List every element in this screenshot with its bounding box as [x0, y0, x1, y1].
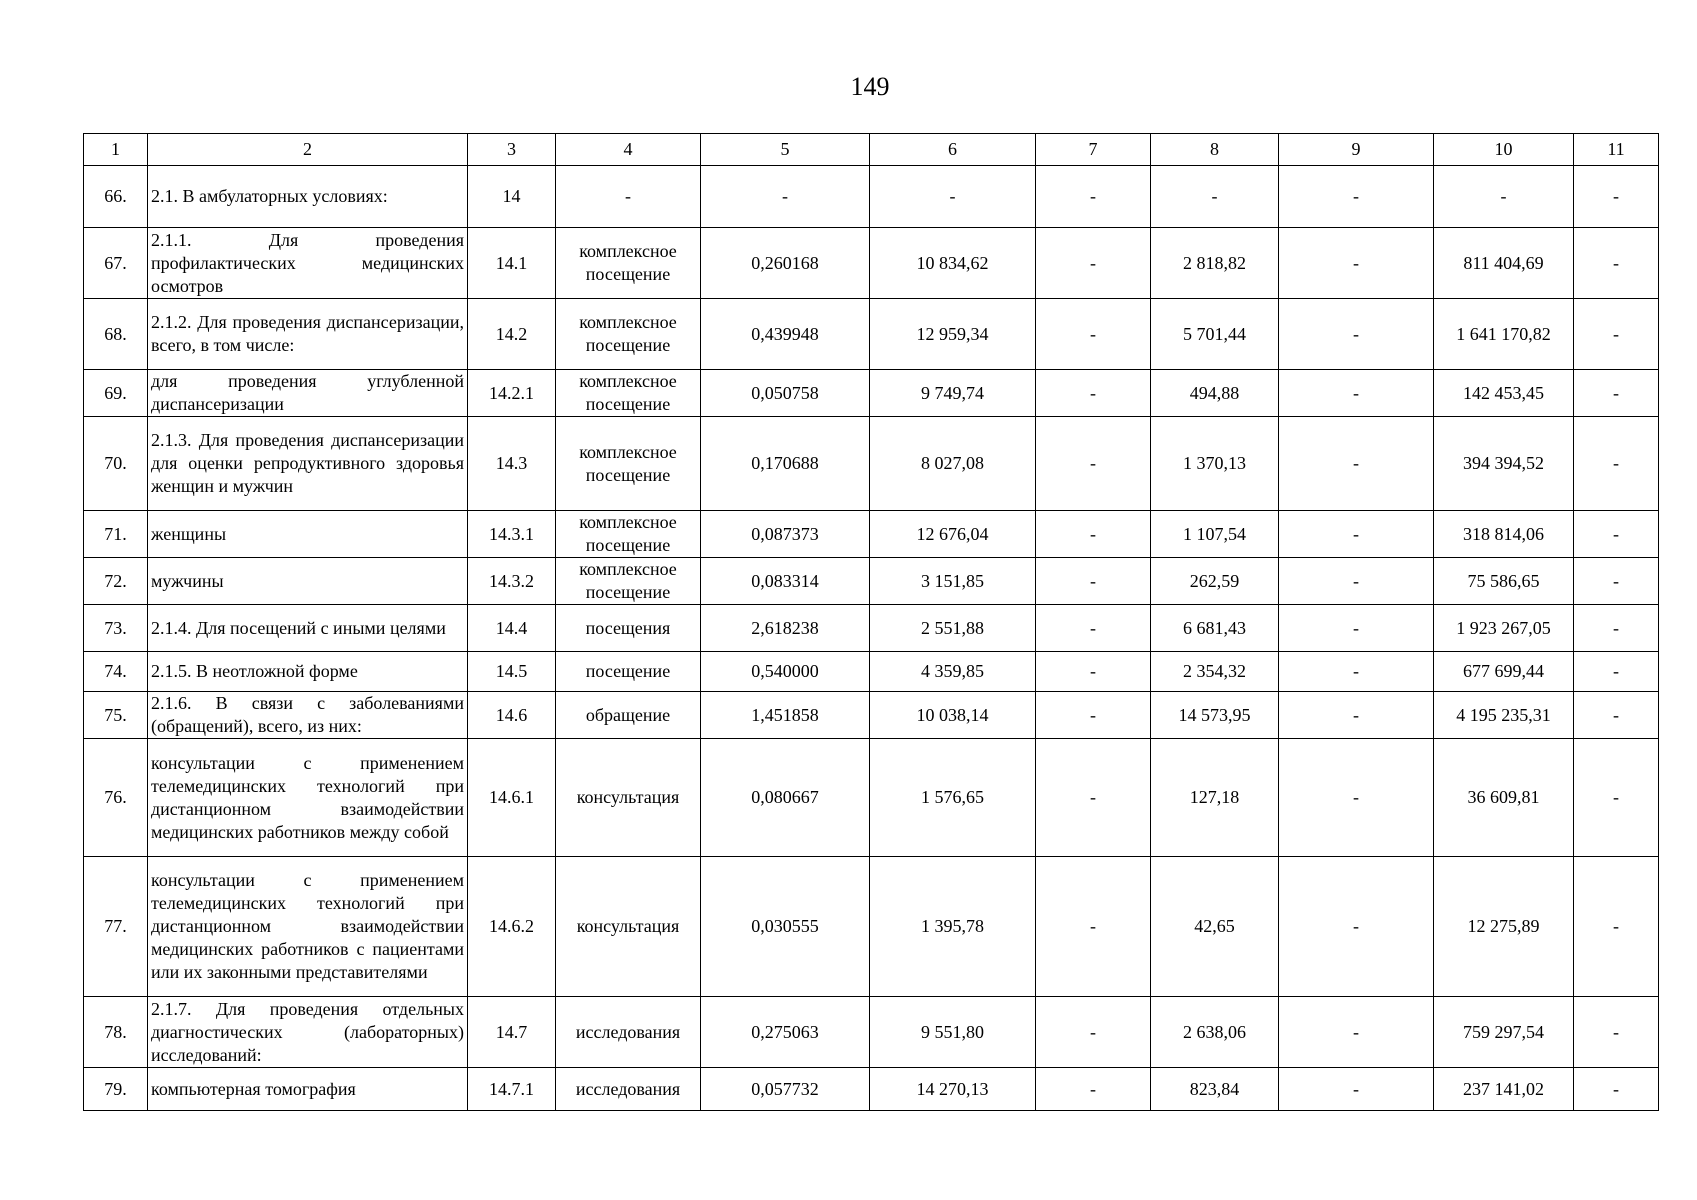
table-row — [84, 299, 1659, 370]
table-cell: 14.6.1 — [468, 739, 556, 857]
table-cell: - — [1036, 692, 1151, 739]
table-cell: - — [1279, 511, 1434, 558]
table-cell: 77. — [84, 857, 148, 997]
column-header: 11 — [1574, 134, 1659, 166]
table-cell: 10 834,62 — [870, 228, 1036, 299]
table-cell: - — [1036, 857, 1151, 997]
table-cell: - — [1036, 652, 1151, 692]
table-row — [84, 417, 1659, 511]
table-row — [84, 166, 1659, 228]
table-cell: 811 404,69 — [1434, 228, 1574, 299]
table-cell: 2 818,82 — [1151, 228, 1279, 299]
table-cell: 4 195 235,31 — [1434, 692, 1574, 739]
table-cell: 10 038,14 — [870, 692, 1036, 739]
table-cell: консультация — [556, 857, 701, 997]
table-row — [84, 370, 1659, 417]
table-cell: - — [1574, 417, 1659, 511]
column-header: 3 — [468, 134, 556, 166]
table-cell: 78. — [84, 997, 148, 1068]
table-cell: 71. — [84, 511, 148, 558]
table-cell: 12 959,34 — [870, 299, 1036, 370]
table-cell: 2,618238 — [701, 605, 870, 652]
table-cell: - — [1036, 1068, 1151, 1111]
table-cell: 2 638,06 — [1151, 997, 1279, 1068]
table-row — [84, 605, 1659, 652]
table-cell: 42,65 — [1151, 857, 1279, 997]
table-cell: 0,540000 — [701, 652, 870, 692]
table-cell: - — [1574, 166, 1659, 228]
table-cell: исследования — [556, 997, 701, 1068]
table-cell: - — [1279, 997, 1434, 1068]
table-cell: 0,030555 — [701, 857, 870, 997]
table-cell: 75 586,65 — [1434, 558, 1574, 605]
table-cell: комплексное посещение — [556, 417, 701, 511]
table-cell: 2.1.5. В неотложной форме — [148, 652, 468, 692]
table-cell: 0,050758 — [701, 370, 870, 417]
column-header: 4 — [556, 134, 701, 166]
table-cell: - — [1574, 997, 1659, 1068]
table-cell: комплексное посещение — [556, 511, 701, 558]
table-cell: 14.7.1 — [468, 1068, 556, 1111]
table-cell: - — [1036, 417, 1151, 511]
table-cell: 1 641 170,82 — [1434, 299, 1574, 370]
column-header: 6 — [870, 134, 1036, 166]
table-cell: - — [1279, 1068, 1434, 1111]
table-cell: 0,083314 — [701, 558, 870, 605]
table-cell: 14.2.1 — [468, 370, 556, 417]
table-cell: - — [1574, 857, 1659, 997]
table-row — [84, 857, 1659, 997]
table-cell: 14.7 — [468, 997, 556, 1068]
table-cell: - — [1434, 166, 1574, 228]
table-cell: - — [1279, 166, 1434, 228]
table-cell: 0,057732 — [701, 1068, 870, 1111]
table-cell: 0,275063 — [701, 997, 870, 1068]
table-cell: - — [1279, 857, 1434, 997]
table-cell: - — [1574, 299, 1659, 370]
table-cell: - — [1279, 605, 1434, 652]
table-cell: 2.1.6. В связи с заболеваниями (обращений), всего, из них: — [148, 692, 468, 739]
table-cell: 79. — [84, 1068, 148, 1111]
table-cell: - — [1036, 228, 1151, 299]
table-cell: - — [1574, 652, 1659, 692]
table-cell: - — [1279, 299, 1434, 370]
table-cell: - — [701, 166, 870, 228]
page-number: 149 — [850, 72, 890, 101]
table-cell: 0,439948 — [701, 299, 870, 370]
table-cell: - — [1036, 511, 1151, 558]
table-cell: 74. — [84, 652, 148, 692]
column-header: 8 — [1151, 134, 1279, 166]
table-cell: - — [1036, 739, 1151, 857]
table-cell: 70. — [84, 417, 148, 511]
table-cell: - — [1279, 228, 1434, 299]
table-cell: 2.1. В амбулаторных условиях: — [148, 166, 468, 228]
table-cell: обращение — [556, 692, 701, 739]
table-cell: 2.1.7. Для проведения отдельных диагностических (лабораторных) исследований: — [148, 997, 468, 1068]
table-cell: 0,080667 — [701, 739, 870, 857]
table-cell: 2 354,32 — [1151, 652, 1279, 692]
table-cell: - — [1574, 370, 1659, 417]
table-cell: - — [1574, 605, 1659, 652]
table-cell: - — [1279, 558, 1434, 605]
table-cell: компьютерная томография — [148, 1068, 468, 1111]
column-header: 5 — [701, 134, 870, 166]
table-cell: - — [1036, 166, 1151, 228]
table-cell: 14.1 — [468, 228, 556, 299]
table-cell: 1 923 267,05 — [1434, 605, 1574, 652]
column-header: 9 — [1279, 134, 1434, 166]
table-cell: 36 609,81 — [1434, 739, 1574, 857]
table-cell: - — [1151, 166, 1279, 228]
table-cell: для проведения углубленной диспансеризации — [148, 370, 468, 417]
table-cell: 9 749,74 — [870, 370, 1036, 417]
table-cell: - — [1036, 558, 1151, 605]
table-cell: 1 107,54 — [1151, 511, 1279, 558]
table-cell: 69. — [84, 370, 148, 417]
table-cell: комплексное посещение — [556, 228, 701, 299]
table-cell: - — [870, 166, 1036, 228]
table-row — [84, 228, 1659, 299]
table-cell: 14.6.2 — [468, 857, 556, 997]
table-row — [84, 739, 1659, 857]
table-cell: 2 551,88 — [870, 605, 1036, 652]
table-cell: 67. — [84, 228, 148, 299]
table-cell: комплексное посещение — [556, 558, 701, 605]
header-row — [84, 134, 1659, 166]
table-row — [84, 692, 1659, 739]
table-cell: 494,88 — [1151, 370, 1279, 417]
table-cell: 394 394,52 — [1434, 417, 1574, 511]
table-cell: - — [1279, 417, 1434, 511]
table-cell: 14 573,95 — [1151, 692, 1279, 739]
table-cell: консультации с применением телемедицинских технологий при дистанционном взаимодействии медицинских работников с пациентами или их законными представителями — [148, 857, 468, 997]
table-cell: комплексное посещение — [556, 299, 701, 370]
table-cell: 0,170688 — [701, 417, 870, 511]
table-cell: 0,260168 — [701, 228, 870, 299]
column-header: 10 — [1434, 134, 1574, 166]
table-cell: - — [1279, 652, 1434, 692]
table-cell: 14.5 — [468, 652, 556, 692]
table-cell: - — [1279, 692, 1434, 739]
table-cell: 14.3.2 — [468, 558, 556, 605]
table-cell: посещения — [556, 605, 701, 652]
table-cell: 2.1.1. Для проведения профилактических медицинских осмотров — [148, 228, 468, 299]
table-cell: 823,84 — [1151, 1068, 1279, 1111]
table-cell: - — [1574, 511, 1659, 558]
table-cell: 2.1.4. Для посещений с иными целями — [148, 605, 468, 652]
table-cell: - — [1036, 299, 1151, 370]
table-cell: 68. — [84, 299, 148, 370]
table-cell: - — [1574, 558, 1659, 605]
table-cell: - — [556, 166, 701, 228]
table-cell: 318 814,06 — [1434, 511, 1574, 558]
table-cell: 677 699,44 — [1434, 652, 1574, 692]
table-cell: 9 551,80 — [870, 997, 1036, 1068]
table-cell: 14.3.1 — [468, 511, 556, 558]
table-cell: посещение — [556, 652, 701, 692]
table-cell: 2.1.2. Для проведения диспансеризации, всего, в том числе: — [148, 299, 468, 370]
table-cell: - — [1036, 370, 1151, 417]
table-cell: 237 141,02 — [1434, 1068, 1574, 1111]
column-header: 2 — [148, 134, 468, 166]
table-cell: - — [1574, 739, 1659, 857]
table-cell: - — [1574, 692, 1659, 739]
table-cell: 6 681,43 — [1151, 605, 1279, 652]
table-cell: 262,59 — [1151, 558, 1279, 605]
table-cell: 12 676,04 — [870, 511, 1036, 558]
column-header: 1 — [84, 134, 148, 166]
column-header: 7 — [1036, 134, 1151, 166]
table-cell: 5 701,44 — [1151, 299, 1279, 370]
table-row — [84, 1068, 1659, 1111]
table-cell: 4 359,85 — [870, 652, 1036, 692]
table-cell: комплексное посещение — [556, 370, 701, 417]
table-cell: 1 576,65 — [870, 739, 1036, 857]
table-cell: 14.4 — [468, 605, 556, 652]
table-cell: 14 270,13 — [870, 1068, 1036, 1111]
table-row — [84, 997, 1659, 1068]
data-table — [83, 133, 1659, 1111]
table-cell: 14.3 — [468, 417, 556, 511]
table-cell: 1 370,13 — [1151, 417, 1279, 511]
table-cell: 1,451858 — [701, 692, 870, 739]
table-cell: 759 297,54 — [1434, 997, 1574, 1068]
table-cell: 66. — [84, 166, 148, 228]
table-cell: 1 395,78 — [870, 857, 1036, 997]
table-cell: 12 275,89 — [1434, 857, 1574, 997]
table-cell: 8 027,08 — [870, 417, 1036, 511]
table-cell: 76. — [84, 739, 148, 857]
table-cell: 73. — [84, 605, 148, 652]
table-cell: мужчины — [148, 558, 468, 605]
table-cell: 14.6 — [468, 692, 556, 739]
table-cell: - — [1036, 605, 1151, 652]
table-cell: - — [1036, 997, 1151, 1068]
table-cell: 14.2 — [468, 299, 556, 370]
table-cell: женщины — [148, 511, 468, 558]
table-cell: 3 151,85 — [870, 558, 1036, 605]
table-cell: - — [1574, 1068, 1659, 1111]
table-cell: 142 453,45 — [1434, 370, 1574, 417]
table-cell: консультация — [556, 739, 701, 857]
table-cell: 14 — [468, 166, 556, 228]
table-cell: исследования — [556, 1068, 701, 1111]
table-row — [84, 652, 1659, 692]
table-cell: - — [1574, 228, 1659, 299]
table-cell: 2.1.3. Для проведения диспансеризации для оценки репродуктивного здоровья женщин и мужчин — [148, 417, 468, 511]
table-cell: 75. — [84, 692, 148, 739]
table-cell: 0,087373 — [701, 511, 870, 558]
table-cell: 72. — [84, 558, 148, 605]
table-cell: 127,18 — [1151, 739, 1279, 857]
table-row — [84, 511, 1659, 558]
table-cell: консультации с применением телемедицинских технологий при дистанционном взаимодействии медицинских работников между собой — [148, 739, 468, 857]
table-cell: - — [1279, 370, 1434, 417]
table-cell: - — [1279, 739, 1434, 857]
table-row — [84, 558, 1659, 605]
